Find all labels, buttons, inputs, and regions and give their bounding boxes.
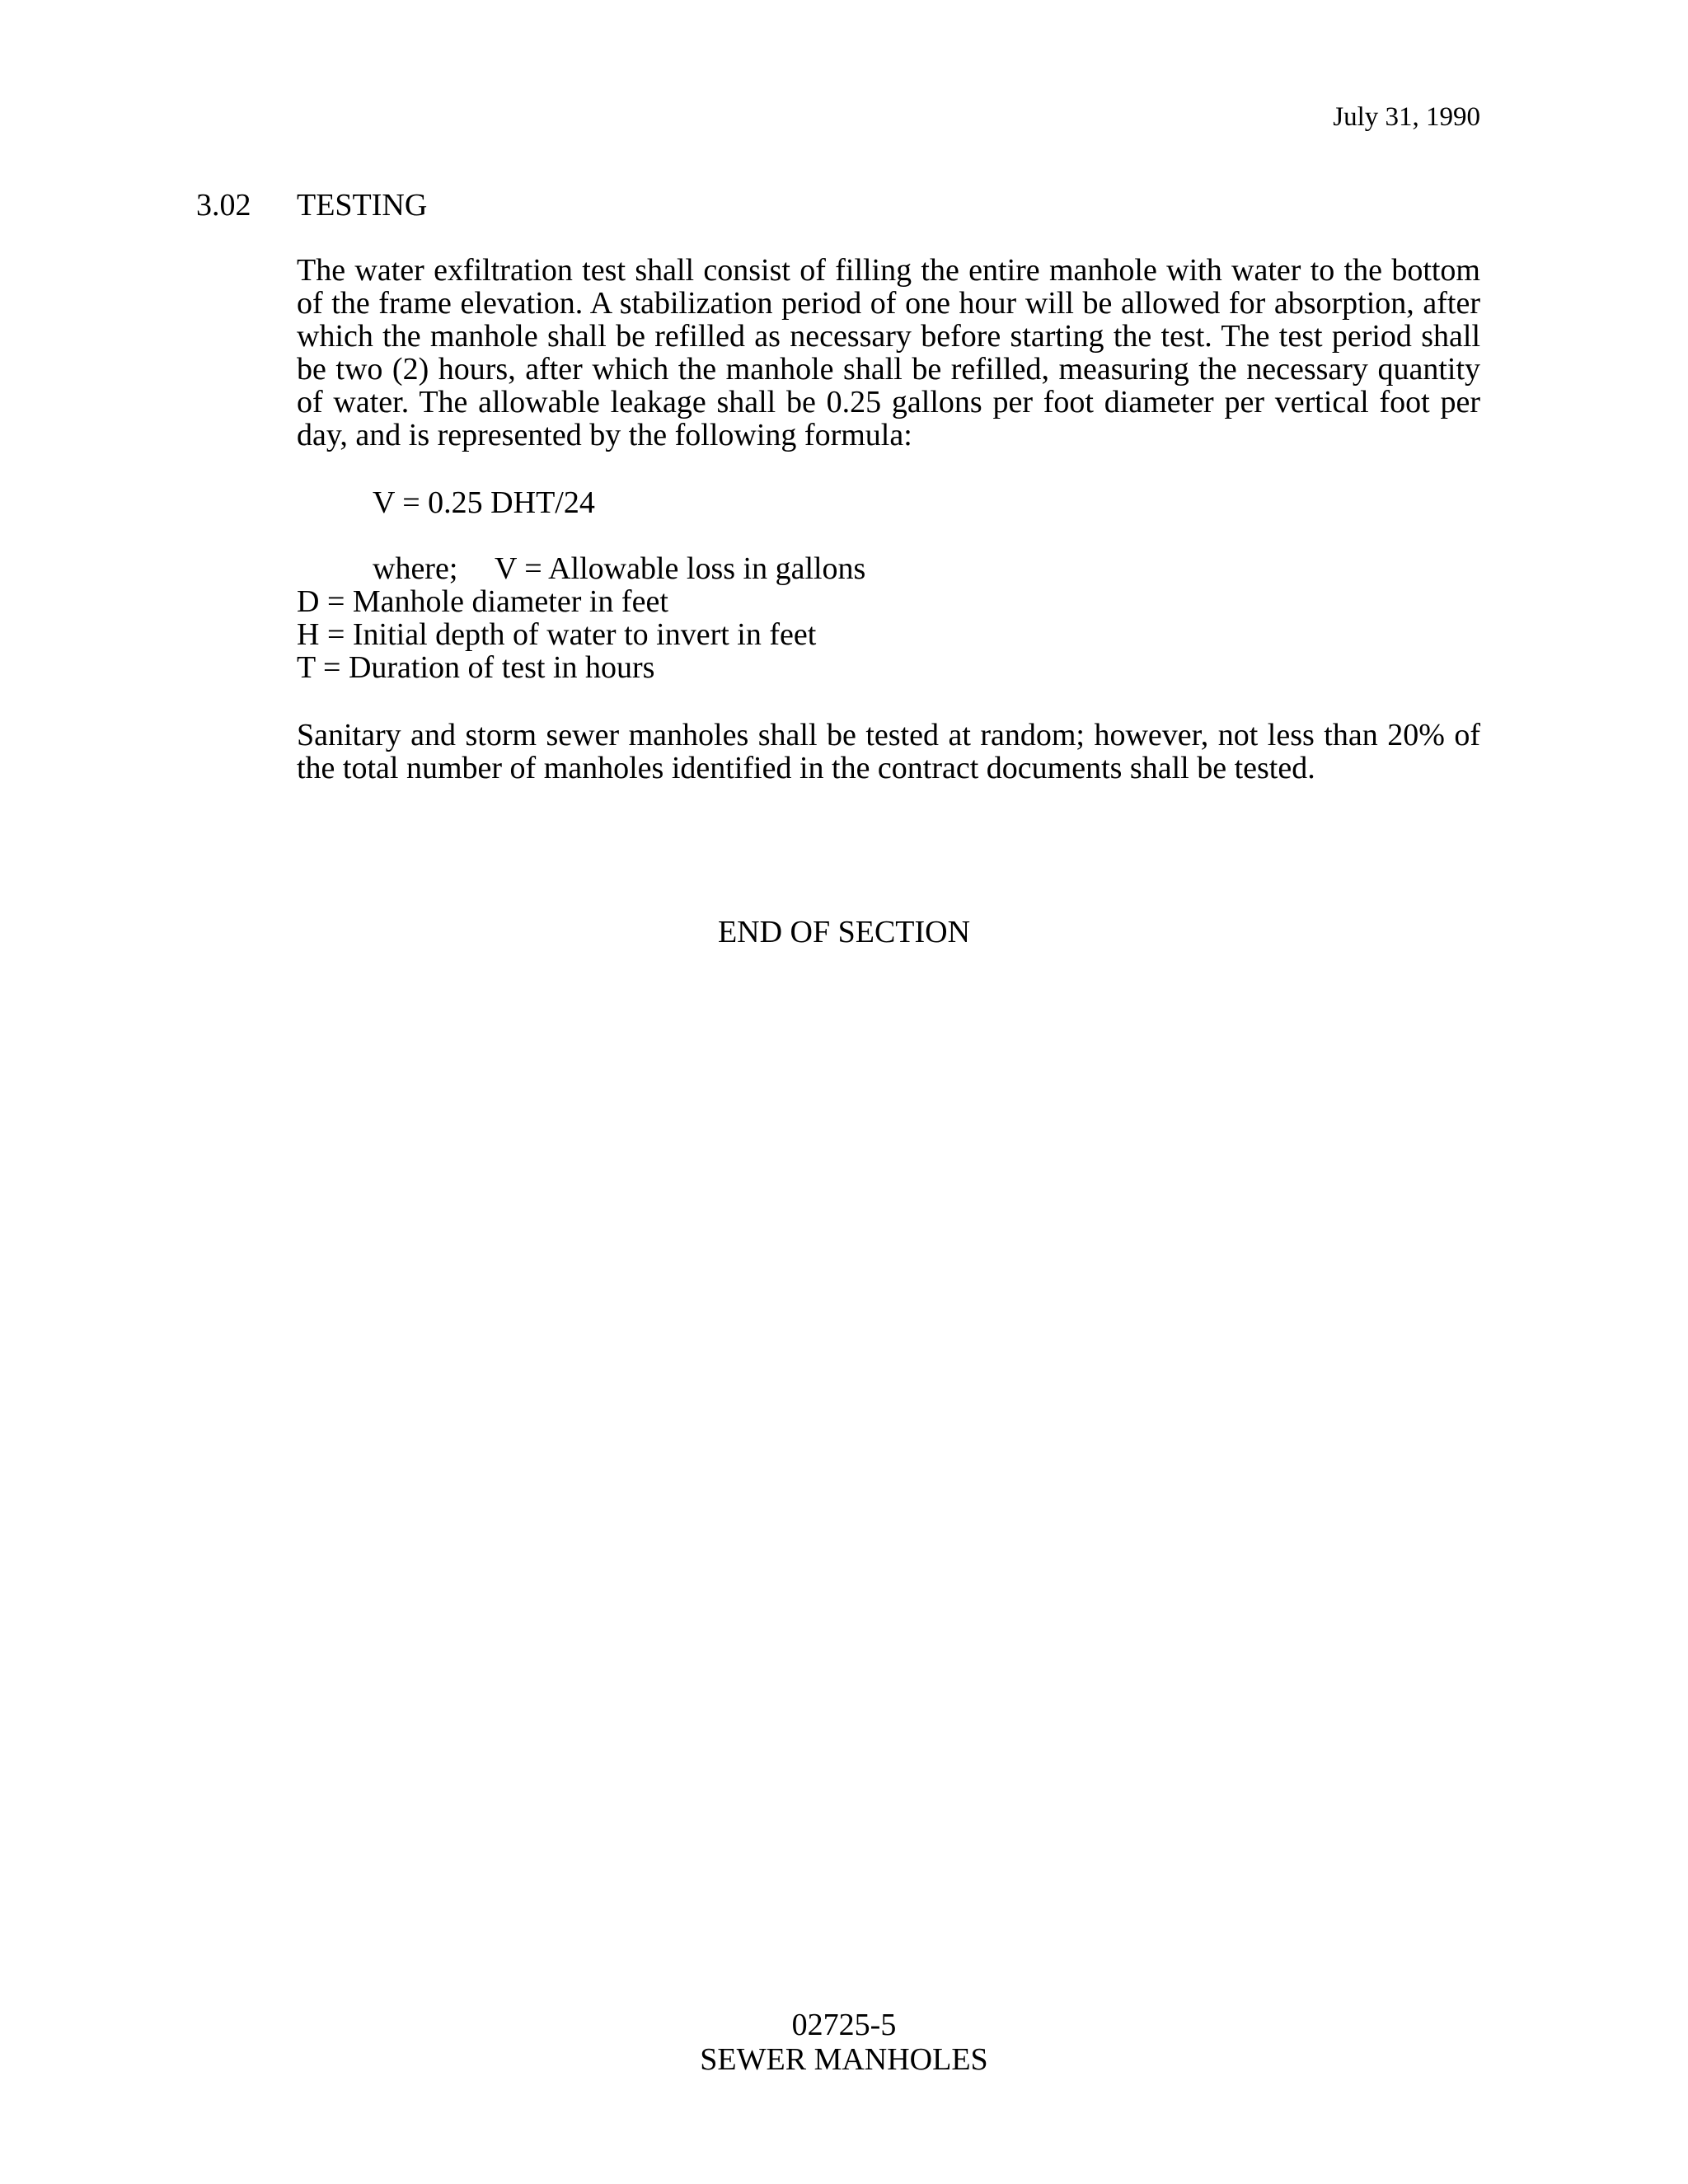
random-testing-paragraph: Sanitary and storm sewer manholes shall be tested at random; however, not less than 20% of the total number of manholes identified in the contract documents shall be tested.: [297, 718, 1480, 785]
definition-h: H = Initial depth of water to invert in feet: [297, 617, 817, 652]
where-label: where;: [373, 551, 458, 586]
testing-paragraph: The water exfiltration test shall consist of filling the entire manhole with water to the bottom of the frame elevation. A stabilization period of one hour will be allowed for absorption, after which the manhole shall be refilled as necessary before starting the test. The test period shall be two (2) hours, after which the manhole shall be refilled, measuring the necessary quantity of water. The allowable leakage shall be 0.25 gallons per foot diameter per vertical foot per day, and is represented by the following formula:: [297, 253, 1480, 452]
page-footer: [0, 2008, 1688, 2077]
footer-section-name: SEWER MANHOLES: [700, 2042, 988, 2077]
section-title: TESTING: [297, 188, 428, 223]
formula-definitions: [297, 585, 816, 684]
end-of-section-marker: END OF SECTION: [717, 915, 971, 949]
footer-page-number: 02725-5: [791, 2008, 897, 2042]
definition-d: D = Manhole diameter in feet: [297, 584, 668, 619]
document-date: July 31, 1990: [1333, 102, 1480, 132]
definition-t: T = Duration of test in hours: [297, 650, 655, 685]
section-heading: [196, 186, 427, 224]
section-number: 3.02: [196, 188, 251, 223]
formula-where-line: [373, 552, 865, 585]
leakage-formula: V = 0.25 DHT/24: [373, 485, 595, 520]
definition-v: V = Allowable loss in gallons: [495, 551, 866, 586]
